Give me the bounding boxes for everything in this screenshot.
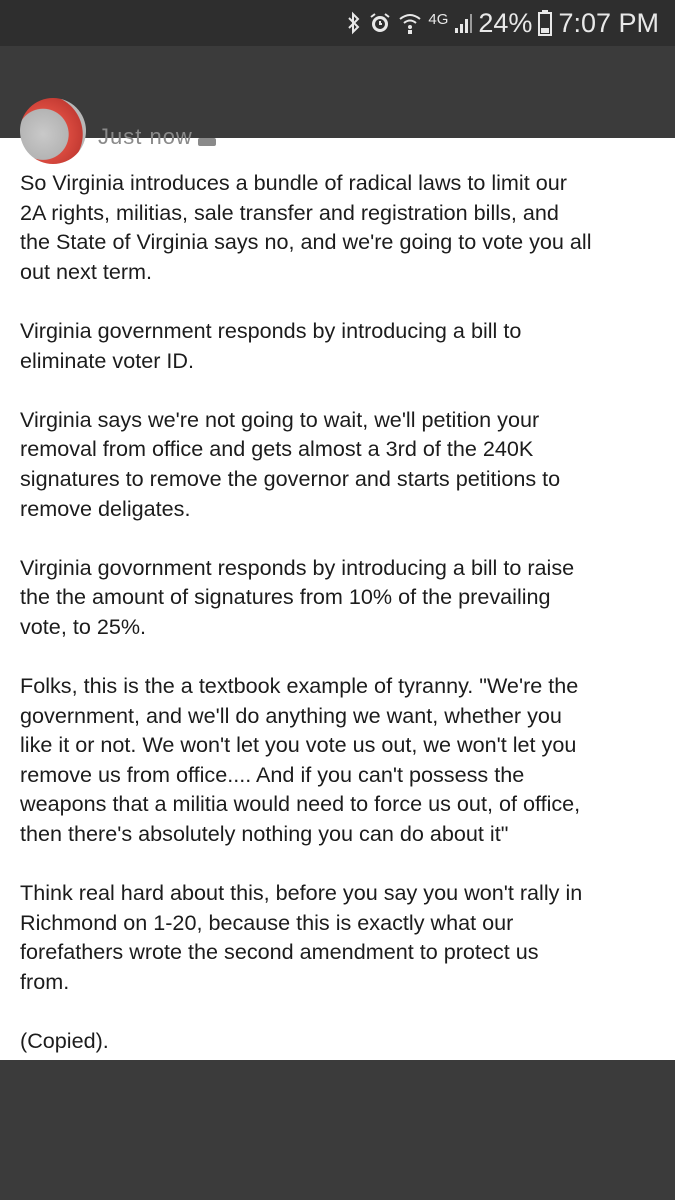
battery-percent: 24% <box>478 7 533 38</box>
post-text-line: Virginia govornment responds by introducing a bill to raise <box>20 554 575 580</box>
avatar[interactable] <box>20 98 86 164</box>
post-text-line: out next term. <box>20 258 153 284</box>
post-text-line: Virginia government responds by introducing a bill to <box>20 317 522 343</box>
bluetooth-icon <box>346 11 362 35</box>
post-text-line: (Copied). <box>20 1028 109 1054</box>
post-text-line: forefathers wrote the second amendment to protect us <box>20 939 539 965</box>
status-bar <box>0 0 675 46</box>
post-card <box>0 124 675 1060</box>
post-paragraph <box>20 671 660 849</box>
post-text-line: Richmond on 1-20, because this is exactly what our <box>20 909 514 935</box>
post-text-line: So Virginia introduces a bundle of radical laws to limit our <box>20 170 567 195</box>
post-paragraph <box>20 405 660 523</box>
clock: 7:07 PM <box>558 7 659 38</box>
signal-icon <box>454 12 472 34</box>
battery-icon <box>538 10 552 36</box>
post-text-line: Virginia says we're not going to wait, we'll petition your <box>20 406 540 432</box>
post-text-line: remove us from office.... And if you can't possess the <box>20 761 525 787</box>
post-paragraph <box>20 878 660 996</box>
wifi-calling-icon <box>398 11 422 35</box>
network-type: 4G <box>428 10 449 28</box>
post-timestamp: Just now <box>98 124 193 149</box>
post-text-line: Folks, this is the a textbook example of tyranny. "We're the <box>20 673 579 699</box>
post-paragraph <box>20 316 660 375</box>
post-text-line: from. <box>20 969 70 995</box>
post-text-line: Think real hard about this, before you say you won't rally in <box>20 880 583 906</box>
post-text-line: then there's absolutely nothing you can do about it" <box>20 821 509 847</box>
post-text-line: signatures to remove the governor and starts petitions to <box>20 465 561 491</box>
post-text-line: eliminate voter ID. <box>20 347 195 373</box>
post-text-line: vote, to 25%. <box>20 613 147 639</box>
post-text-line: the State of Virginia says no, and we're going to vote you all <box>20 229 592 255</box>
post-text-line: weapons that a militia would need to force us out, of office, <box>20 791 581 817</box>
post-paragraph <box>20 168 660 286</box>
post-paragraph <box>20 1026 660 1056</box>
post-text-line: the the amount of signatures from 10% of the prevailing <box>20 584 551 610</box>
post-body <box>20 168 660 1085</box>
alarm-icon <box>368 11 392 35</box>
status-icons <box>346 0 659 46</box>
post-paragraph <box>20 553 660 642</box>
post-text-line: removal from office and gets almost a 3rd of the 240K <box>20 436 534 462</box>
privacy-icon <box>198 138 216 146</box>
post-text-line: like it or not. We won't let you vote us out, we won't let you <box>20 732 577 758</box>
post-text-line: government, and we'll do anything we want, whether you <box>20 702 562 728</box>
bottom-area <box>0 1060 675 1200</box>
post-text-line: remove deligates. <box>20 495 191 521</box>
post-text-line: 2A rights, militias, sale transfer and registration bills, and <box>20 199 559 225</box>
